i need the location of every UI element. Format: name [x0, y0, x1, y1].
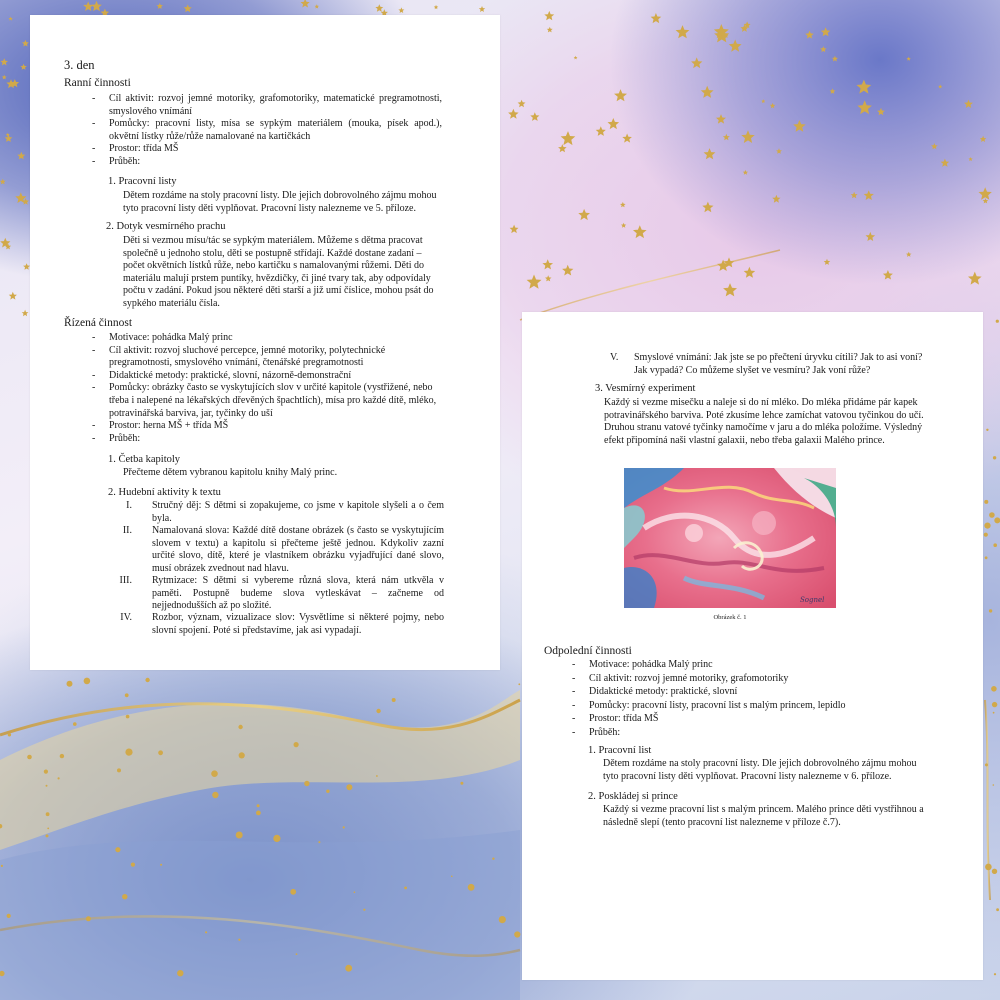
gold-dust [392, 698, 396, 702]
gold-dust [989, 609, 992, 612]
gold-dust [86, 916, 91, 921]
morning-bullet-list [92, 93, 442, 169]
gold-dust [985, 556, 988, 559]
gold-dust [499, 916, 506, 923]
star-decoration [805, 31, 813, 39]
gold-dust [296, 953, 298, 955]
star-decoration [6, 79, 15, 88]
star-decoration [518, 100, 526, 108]
list-item: - Prostor: herna MŠ + třída MŠ [92, 420, 448, 433]
star-decoration [729, 40, 742, 52]
gold-dust [376, 709, 380, 713]
star-decoration [714, 28, 729, 42]
gold-dust [468, 884, 475, 891]
gold-dust [46, 785, 48, 787]
roman-numeral: III. [119, 575, 132, 586]
star-decoration [434, 5, 439, 9]
gold-dust [991, 686, 997, 692]
section-title-guided: Řízená činnost [64, 317, 133, 329]
document-page-left [30, 15, 500, 670]
step-text: Každý si vezme misečku a naleje si do ní mléko. Do mléka přidáme pár kapek potravinářského barviva. Poté zkusíme lehce zamíchat vatovou tyčinkou do učí. Druhou stranu vatové tyčinky namočíme v jaru a do mléka položíme. Výsledný efekt připomíná naši vlastní galaxii, nebo třeba galaxii Malého prince. [604, 397, 924, 446]
gold-dust [47, 828, 49, 830]
roman-text: Rytmizace: S dětmi si vybereme různá slova, která nám utkvěla v paměti. Postupně budeme slova vytleskávat – začneme od nejjednodušších až po složité. [152, 575, 444, 612]
gold-dust [0, 824, 2, 828]
gold-dust [451, 876, 453, 878]
gold-dust [126, 715, 130, 719]
star-decoration [830, 88, 836, 94]
star-decoration [0, 238, 10, 248]
gold-dust [125, 693, 129, 697]
gold-dust [354, 891, 356, 893]
gold-dust [985, 763, 988, 766]
gold-dust [212, 792, 218, 798]
star-decoration [964, 100, 973, 108]
gold-dust [211, 770, 218, 777]
list-item: - Motivace: pohádka Malý princ [572, 659, 952, 672]
star-decoration [702, 202, 713, 213]
step-title: 2. Poskládej si prince [588, 791, 678, 802]
star-decoration [83, 1, 93, 11]
star-decoration [22, 40, 29, 47]
gold-wave-line [520, 250, 780, 320]
star-decoration [821, 27, 831, 36]
gold-wave-line [0, 700, 520, 735]
gold-dust [238, 939, 240, 941]
star-decoration [9, 17, 13, 21]
gold-dust [984, 523, 990, 529]
star-decoration [714, 24, 729, 38]
gold-dust [404, 887, 407, 890]
star-decoration [724, 34, 728, 38]
star-decoration [544, 11, 554, 20]
figure-caption: Obrázek č. 1 [713, 614, 747, 621]
star-decoration [980, 136, 986, 142]
gold-dust [993, 456, 996, 459]
gold-dust [345, 965, 352, 972]
gold-dust [122, 894, 127, 899]
gold-dust [989, 512, 995, 518]
gold-dust [993, 784, 995, 786]
gold-dust [1, 865, 3, 867]
afternoon-bullet-list [572, 659, 952, 740]
star-decoration [157, 3, 163, 9]
star-decoration [907, 57, 911, 61]
gold-dust [145, 678, 149, 682]
gold-dust [46, 812, 50, 816]
star-decoration [716, 114, 726, 124]
gold-dust [160, 864, 162, 866]
step-text: Dětem rozdáme na stoly pracovní listy. Dle jejich dobrovolného zájmu mohou tyto pracovní listy děti vyplňovat. Pracovní listy nalezneme v 6. příloze. [603, 758, 917, 782]
star-decoration [9, 292, 17, 300]
step-text: Každý si vezme pracovní list s malým princem. Malého prince děti vystřihnou a následně slepí (tento pracovní list nalezneme v příloze č.7). [603, 804, 924, 828]
gold-dust [158, 750, 163, 755]
list-item: - Didaktické metody: praktické, slovní, názorně-demonstrační [92, 370, 448, 383]
gold-dust [304, 781, 309, 786]
star-decoration [315, 4, 320, 8]
gold-dust [131, 863, 135, 867]
gold-dust [7, 914, 11, 918]
star-decoration [744, 21, 751, 28]
gold-dust [992, 869, 997, 874]
gold-dust [996, 908, 999, 911]
gold-dust [290, 889, 296, 895]
gold-wave [0, 690, 520, 850]
star-decoration [701, 86, 714, 98]
guided-bullet-list [92, 332, 448, 445]
gold-dust [994, 517, 1000, 523]
gold-dust [992, 702, 997, 707]
star-decoration [375, 4, 383, 12]
star-decoration [508, 109, 518, 119]
image-signature: Sognel [800, 596, 825, 604]
gold-dust [984, 533, 988, 537]
gold-dust [996, 320, 999, 323]
star-decoration [968, 272, 982, 285]
step-text: Dětem rozdáme na stoly pracovní listy. Dle jejich dobrovolného zájmu mohou tyto pracovní listy děti vyplňovat. Pracovní listy nalezneme ve 5. příloze. [123, 190, 437, 214]
list-item: - Pomůcky: obrázky často se vyskytujících slov v určité kapitole (vystřižené, nebo třeba i nalepené na lékařských dřevěných špachtlích), mísa pro každé dítě, mléko, potravinářská barviva, jar, tyčinky do uší [92, 382, 448, 420]
star-decoration [479, 6, 485, 12]
gold-wave-line [985, 700, 990, 900]
gold-dust [460, 782, 463, 785]
gold-dust [273, 835, 280, 842]
gold-dust [46, 834, 49, 837]
star-decoration [969, 157, 973, 161]
star-decoration [398, 7, 404, 13]
step-title: 3. Vesmírný experiment [595, 383, 696, 394]
gold-dust [492, 858, 494, 860]
gold-wave-line [0, 916, 520, 955]
blue-wave [0, 830, 520, 1000]
star-decoration [2, 75, 7, 80]
gold-dust [363, 909, 365, 911]
star-decoration [91, 1, 102, 11]
gold-dust [343, 826, 345, 828]
star-decoration [864, 190, 874, 200]
roman-text: Rozbor, význam, vizualizace slov: Vysvětlíme si některé pojmy, nebo slovní spojení. Poté si představíme, jak asi vypadají. [152, 612, 444, 636]
gold-dust [257, 804, 260, 807]
gold-dust [58, 777, 60, 779]
gold-dust [984, 500, 988, 504]
gold-dust [985, 864, 992, 871]
star-decoration [510, 225, 519, 234]
step-text: Děti si vezmou mísu/tác se sypkým materiálem. Můžeme s dětma pracovat společně u jednoho stolu, děti se postupně střídají. Každé dostane zadaní – počet okvětních lístků růže, nebo kartičku s namalovanými růžemi. Děti do materiálu malují prstem puntíky, hvězdičky, či jiné tvary tak, aby odpovídaly počtu v zadání. Pokud jsou některé děti starší a již umí číslice, mohou psát do sypkého materiálu čísla. [123, 235, 434, 309]
gold-dust [376, 775, 378, 777]
gold-dust [986, 429, 988, 431]
gold-dust [44, 770, 48, 774]
star-decoration [15, 192, 26, 203]
star-decoration [743, 170, 748, 175]
roman-numeral: V. [610, 352, 619, 363]
star-decoration [542, 259, 553, 269]
star-decoration [614, 89, 627, 101]
roman-text-line: Jak vypadá? Co můžeme slyšet ve vesmíru? Jak voní růže? [634, 365, 871, 376]
star-decoration [741, 130, 754, 143]
star-decoration [620, 202, 626, 207]
galaxy-milk-experiment-image [624, 468, 836, 608]
star-decoration [301, 0, 310, 8]
star-decoration [608, 118, 620, 129]
star-decoration [941, 159, 950, 167]
star-decoration [22, 310, 29, 316]
step-title: 2. Hudební aktivity k textu [108, 487, 221, 498]
star-decoration [851, 192, 858, 199]
star-decoration [0, 179, 6, 185]
star-decoration [793, 120, 806, 132]
gold-dust [993, 543, 997, 547]
gold-dust [256, 811, 261, 816]
gold-dust [205, 931, 207, 933]
star-decoration [931, 143, 938, 149]
gold-dust [73, 722, 77, 726]
star-decoration [1, 58, 9, 65]
gold-dust [236, 832, 243, 839]
gold-dust [84, 678, 91, 685]
list-item: - Motivace: pohádka Malý princ [92, 332, 448, 345]
star-decoration [22, 198, 29, 204]
roman-text: Stručný děj: S dětmi si zopakujeme, co jsme v kapitole slyšeli a o čem byla. [152, 500, 444, 524]
star-decoration [979, 187, 992, 200]
document-page-right [522, 312, 983, 980]
star-decoration [877, 108, 885, 115]
star-decoration [857, 80, 872, 94]
star-decoration [883, 270, 893, 280]
star-decoration [832, 56, 838, 62]
star-decoration [633, 225, 647, 238]
list-item: - Cíl aktivit: rozvoj jemné motoriky, grafomotoriky [572, 673, 952, 686]
star-decoration [574, 56, 578, 60]
gold-dust [294, 742, 299, 747]
gold-dust [8, 733, 11, 736]
star-decoration [545, 275, 552, 281]
list-item: - Prostor: třída MŠ [572, 713, 952, 726]
gold-dust [117, 768, 121, 772]
star-decoration [184, 4, 192, 12]
gold-dust [115, 847, 120, 852]
gold-dust [125, 749, 132, 756]
section-title-afternoon: Odpolední činnosti [544, 645, 632, 657]
roman-numeral: IV. [120, 612, 132, 623]
gold-dust [514, 931, 520, 937]
star-decoration [772, 195, 780, 203]
star-decoration [704, 148, 716, 159]
star-decoration [938, 85, 942, 89]
star-decoration [621, 223, 626, 228]
star-decoration [776, 148, 782, 154]
gold-dust [994, 973, 996, 975]
star-decoration [857, 100, 872, 114]
gold-dust [0, 971, 5, 976]
step-title: 1. Pracovní list [588, 745, 652, 756]
gold-dust [993, 712, 995, 714]
star-decoration [691, 57, 702, 68]
gold-dust [27, 755, 32, 760]
star-decoration [20, 64, 26, 70]
day-title: 3. den [64, 58, 95, 72]
list-item: - Pomůcky: pracovní listy, mísa se sypkým materiálem (mouka, písek apod.), okvětní lístky růže/růže namalované na kartičkách [92, 118, 442, 143]
roman-numeral: I. [126, 500, 132, 511]
list-item: - Průběh: [92, 433, 448, 446]
star-decoration [724, 257, 735, 267]
star-decoration [820, 46, 826, 52]
star-decoration [11, 79, 20, 87]
star-decoration [17, 152, 25, 160]
star-decoration [741, 25, 749, 32]
roman-numeral: II. [122, 525, 132, 536]
step-title: 1. Četba kapitoly [108, 454, 181, 465]
star-decoration [770, 103, 776, 108]
list-item: - Didaktické metody: praktické, slovní [572, 686, 952, 699]
star-decoration [561, 131, 576, 145]
roman-text-line: Smyslové vnímání: Jak jste se po přečtení úryvku cítili? Jak to asi voní? [634, 352, 923, 363]
star-decoration [558, 144, 567, 152]
gold-dust [326, 790, 329, 793]
list-item: - Průběh: [92, 156, 442, 169]
star-decoration [744, 267, 756, 278]
star-decoration [723, 134, 730, 141]
list-item: - Cíl aktivit: rozvoj sluchové percepce, jemné motoriky, polytechnické pregramotnosti, smyslového vnímání, čtenářské pregramotnosti [92, 345, 448, 370]
star-decoration [824, 259, 831, 265]
step-title: 2. Dotyk vesmírného prachu [106, 221, 226, 232]
list-item: - Průběh: [572, 727, 952, 740]
gold-dust [239, 752, 245, 758]
gold-dust [238, 725, 242, 729]
star-decoration [530, 112, 539, 121]
step-text: Přečteme dětem vybranou kapitolu knihy Malý princ. [123, 467, 338, 478]
star-decoration [866, 232, 876, 241]
gold-dust [60, 754, 64, 758]
list-item: - Pomůcky: pracovní listy, pracovní list s malým princem, lepidlo [572, 700, 952, 713]
roman-text: Namalovaná slova: Každé dítě dostane obrázek (s často se vyskytujícím slovem v textu) a kapitolu si přečteme ještě jednou. Kdykoliv zazní určité slovo, dítě, které je vlastníkem obrázku vyjadřující dané slovo, musí obrázek zvednout nad hlavu. [152, 525, 444, 574]
list-item: - Prostor: třída MŠ [92, 143, 442, 156]
star-decoration [5, 135, 13, 142]
list-item: - Cíl aktivit: rozvoj jemné motoriky, grafomotoriky, matematické pregramotnosti, smyslového vnímání [92, 93, 442, 118]
section-title-morning: Ranní činnosti [64, 77, 131, 89]
gold-dust [346, 784, 352, 790]
gold-dust [67, 681, 73, 687]
step-title: 1. Pracovní listy [108, 176, 177, 187]
gold-dust [318, 841, 320, 843]
star-decoration [906, 252, 912, 257]
star-decoration [578, 209, 590, 220]
star-decoration [651, 13, 662, 23]
gold-dust [518, 683, 520, 685]
star-decoration [5, 244, 11, 250]
star-decoration [527, 275, 542, 289]
star-decoration [723, 283, 737, 296]
star-decoration [622, 134, 632, 143]
star-decoration [761, 99, 765, 103]
star-decoration [596, 126, 606, 136]
gold-dust [177, 970, 183, 976]
star-decoration [717, 260, 729, 271]
star-decoration [983, 198, 989, 203]
star-decoration [6, 133, 10, 137]
star-decoration [676, 25, 690, 38]
star-decoration [547, 27, 553, 33]
star-decoration [562, 265, 573, 276]
